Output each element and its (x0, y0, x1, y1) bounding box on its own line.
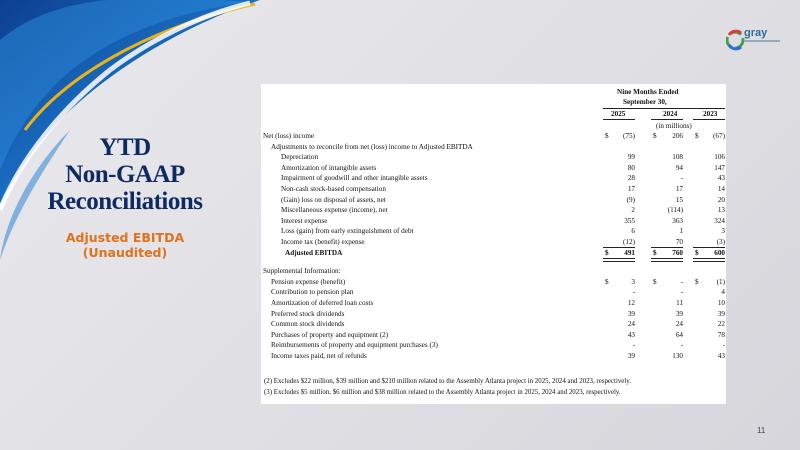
table-row (261, 205, 726, 215)
cell-value-2: 1 (679, 227, 683, 236)
row-label: Preferred stock dividends (271, 309, 345, 318)
currency-symbol: $ (605, 277, 609, 286)
cell-value-3: 10 (717, 299, 725, 307)
cell-value-3: - (722, 341, 725, 350)
slide-title-line: Non-GAAP (65, 161, 185, 188)
cell-value-1: (75) (623, 132, 635, 140)
cell-value-2: 39 (675, 309, 683, 318)
currency-symbol: $ (653, 132, 657, 140)
cell-value-3: (67) (713, 132, 725, 140)
row-label: Income tax (benefit) expense (281, 238, 365, 246)
cell-value-3: 78 (717, 330, 725, 339)
footnote: (3) Excludes $5 million, $6 million and $38 million related to the Assembly Atlanta project in 2025, 2024 and 2023, respectively. (264, 389, 621, 396)
row-label: Contribution to pension plan (271, 288, 354, 297)
cell-value-2: 363 (672, 216, 683, 225)
cell-value-1: 6 (631, 227, 635, 236)
cell-value-3: 4 (721, 288, 725, 297)
row-label: Amortization of intangible assets (281, 163, 377, 172)
header-period: Nine Months Ended (617, 88, 679, 96)
row-label: Depreciation (281, 153, 319, 162)
table-row (261, 226, 726, 236)
table-row (261, 152, 726, 162)
cell-value-1: 28 (627, 174, 635, 183)
table-row (261, 216, 726, 226)
slide-title (20, 134, 230, 215)
cell-value-1: 99 (627, 153, 635, 162)
table-row (261, 248, 726, 258)
table-row (261, 195, 726, 205)
cell-value-3: 324 (714, 216, 725, 225)
row-label: (Gain) loss on disposal of assets, net (281, 195, 386, 204)
row-label: Loss (gain) from early extinguishment of debt (281, 227, 414, 236)
header-rule (603, 108, 725, 109)
currency-symbol: $ (695, 132, 699, 140)
slide-title-line: YTD (99, 134, 151, 161)
year-2024: 2024 (663, 110, 678, 118)
cell-value-1: 491 (624, 248, 635, 257)
cell-value-1: 355 (624, 216, 635, 225)
currency-symbol: $ (695, 248, 699, 257)
cell-value-3: 43 (717, 352, 725, 360)
slide-title-line: Reconciliations (47, 188, 203, 215)
total-double-rule (603, 258, 635, 262)
cell-value-2: 11 (676, 299, 683, 307)
cell-value-1: 12 (627, 299, 635, 307)
cell-value-2: 130 (672, 352, 683, 360)
cell-value-1: 24 (627, 320, 635, 329)
row-label: Impairment of goodwill and other intangible assets (281, 174, 428, 183)
cell-value-1: - (632, 341, 635, 350)
slide-subtitle-line: Adjusted EBITDA (65, 230, 185, 245)
page-number: 11 (757, 426, 766, 435)
table-row (261, 351, 726, 361)
cell-value-3: 22 (717, 320, 725, 329)
currency-symbol: $ (653, 248, 657, 257)
cell-value-3: 3 (721, 227, 725, 236)
row-label: Common stock dividends (271, 320, 345, 329)
cell-value-2: 206 (672, 132, 683, 140)
table-row (261, 163, 726, 173)
cell-value-3: 600 (714, 248, 725, 257)
table-row (261, 298, 726, 308)
currency-symbol: $ (653, 277, 657, 286)
footnote: (2) Excludes $22 million, $39 million and $210 million related to the Assembly Atlanta project in 2025, 2024 and 2023, respectively. (264, 378, 631, 385)
cell-value-1: - (632, 288, 635, 297)
table-row (261, 330, 726, 340)
year-rule (651, 119, 683, 120)
slide-subtitle (30, 230, 220, 260)
year-2023: 2023 (703, 110, 718, 118)
table-row (261, 184, 726, 194)
table-row (261, 277, 726, 287)
table-row (261, 142, 726, 152)
supplemental-title-label: Supplemental Information: (263, 267, 341, 276)
row-label: Reimbursements of property and equipment purchases (3) (271, 341, 438, 350)
cell-value-1: 3 (631, 277, 635, 286)
slide-subtitle-line: (Unaudited) (82, 245, 168, 260)
table-row (261, 287, 726, 297)
cell-value-1: 39 (627, 352, 635, 360)
total-double-rule (693, 258, 725, 262)
currency-symbol: $ (605, 248, 609, 257)
cell-value-3: 106 (714, 153, 725, 162)
row-label: Pension expense (benefit) (271, 277, 346, 286)
cell-value-1: (9) (626, 195, 635, 204)
cell-value-2: 17 (675, 185, 683, 193)
units-label: (in millions) (656, 122, 692, 130)
cell-value-3: 13 (717, 206, 725, 215)
table-row (261, 131, 726, 141)
row-label: Non-cash stock-based compensation (281, 185, 386, 193)
cell-value-3: 39 (717, 309, 725, 318)
units-row (261, 121, 726, 131)
table-row (261, 173, 726, 183)
row-label: Net (loss) income (263, 132, 315, 140)
row-label: Adjusted EBITDA (285, 248, 343, 257)
cell-value-2: 15 (675, 195, 683, 204)
cell-value-3: (1) (716, 277, 725, 286)
cell-value-3: 147 (714, 163, 725, 172)
cell-value-2: - (680, 277, 683, 286)
cell-value-2: 108 (672, 153, 683, 162)
table-row (261, 319, 726, 329)
row-label: Purchases of property and equipment (2) (271, 330, 389, 339)
cell-value-1: 80 (627, 163, 635, 172)
table-row (261, 309, 726, 319)
cell-value-3: 43 (717, 174, 725, 183)
table-row (261, 340, 726, 350)
currency-symbol: $ (695, 277, 699, 286)
cell-value-2: 70 (675, 238, 683, 246)
cell-value-2: 24 (675, 320, 683, 329)
cell-value-2: - (680, 288, 683, 297)
row-label: Interest expense (281, 216, 328, 225)
header-date: September 30, (623, 98, 667, 106)
cell-value-3: 14 (717, 185, 725, 193)
row-label: Amortization of deferred loan costs (271, 299, 374, 307)
currency-symbol: $ (605, 132, 609, 140)
cell-value-2: 94 (675, 163, 683, 172)
cell-value-1: 39 (627, 309, 635, 318)
table-row (261, 237, 726, 247)
decorative-swoosh (0, 0, 260, 450)
year-2025: 2025 (611, 110, 626, 118)
row-label: Income taxes paid, net of refunds (271, 352, 367, 360)
cell-value-2: (114) (667, 206, 683, 215)
cell-value-2: - (680, 341, 683, 350)
row-label: Adjustments to reconcile from net (loss) income to Adjusted EBITDA (271, 142, 473, 151)
supplemental-title (261, 266, 726, 276)
year-rule (693, 119, 725, 120)
reconciliation-table-panel (261, 84, 726, 404)
logo-tagline-bar (744, 40, 780, 42)
cell-value-1: 43 (627, 330, 635, 339)
row-label: Miscellaneous expense (income), net (281, 206, 388, 215)
cell-value-3: 20 (717, 195, 725, 204)
cell-value-1: (12) (623, 238, 635, 246)
cell-value-2: 760 (672, 248, 683, 257)
cell-value-3: (3) (716, 238, 725, 246)
cell-value-1: 2 (631, 206, 635, 215)
cell-value-2: 64 (675, 330, 683, 339)
total-double-rule (651, 258, 683, 262)
logo-wordmark: gray (744, 27, 768, 39)
year-rule (603, 119, 635, 120)
cell-value-1: 17 (627, 185, 635, 193)
cell-value-2: - (680, 174, 683, 183)
